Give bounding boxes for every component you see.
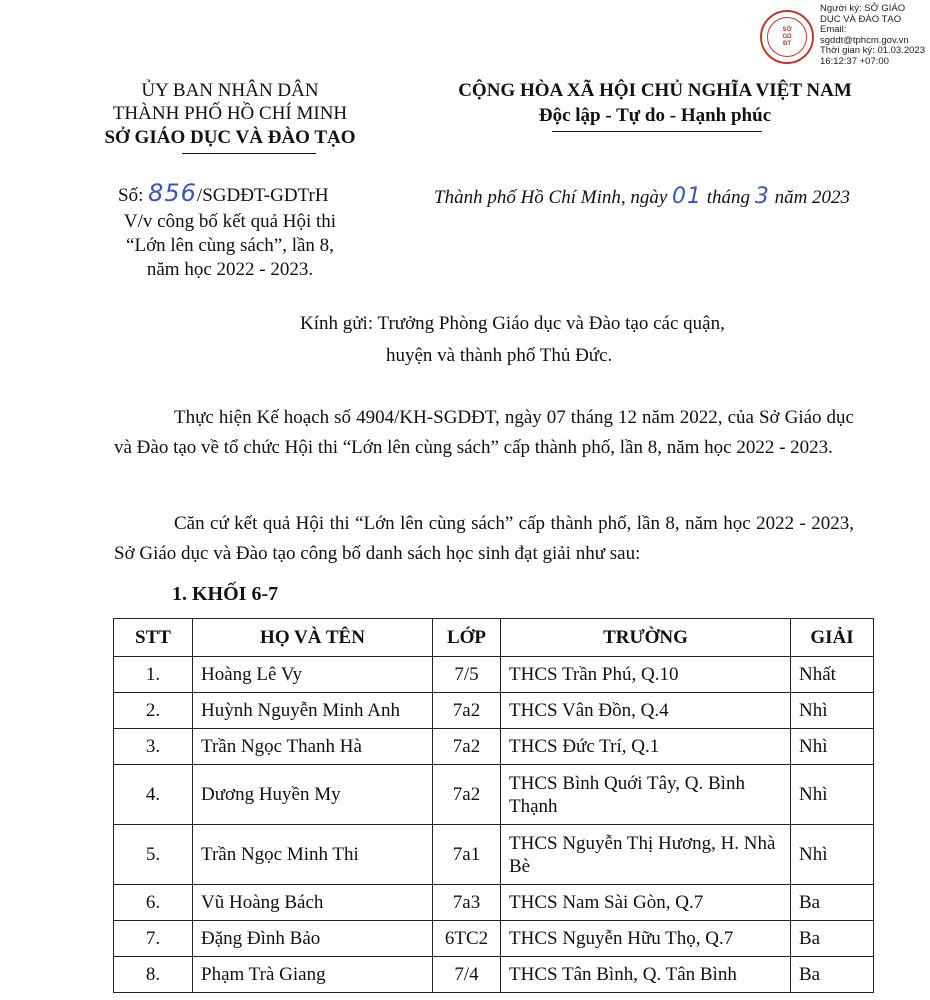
table-row bbox=[114, 957, 874, 993]
table-row bbox=[114, 885, 874, 921]
digital-signature-info bbox=[820, 4, 928, 67]
cell-name: Dương Huyền My bbox=[193, 765, 433, 825]
cell-school: THCS Bình Quới Tây, Q. Bình Thạnh bbox=[501, 765, 791, 825]
cell-class: 7a2 bbox=[433, 693, 501, 729]
issuer-underline bbox=[182, 153, 316, 154]
table-row bbox=[114, 657, 874, 693]
body-paragraph-2: Căn cứ kết quả Hội thi “Lớn lên cùng sách” cấp thành phố, lần 8, năm học 2022 - 2023, Sở Giáo dục và Đào tạo công bố danh sách học sinh đạt giải như sau: bbox=[114, 513, 854, 564]
header-stt: STT bbox=[114, 619, 193, 657]
cell-stt: 7. bbox=[114, 921, 193, 957]
cell-award: Ba bbox=[791, 885, 874, 921]
subject-line-2: “Lớn lên cùng sách”, lần 8, bbox=[126, 235, 334, 256]
sign-time-value: 16:12:37 +07:00 bbox=[820, 55, 889, 67]
cell-award: Ba bbox=[791, 957, 874, 993]
cell-award: Nhất bbox=[791, 657, 874, 693]
issuer-line-2: THÀNH PHỐ HỒ CHÍ MINH bbox=[112, 103, 348, 124]
header-award: GIẢI bbox=[791, 619, 874, 657]
cell-class: 7a1 bbox=[433, 825, 501, 885]
handwritten-month: 3 bbox=[754, 184, 770, 209]
header-name: HỌ VÀ TÊN bbox=[193, 619, 433, 657]
subject-line-1: V/v công bố kết quả Hội thi bbox=[123, 211, 337, 232]
cell-class: 7a2 bbox=[433, 765, 501, 825]
cell-name: Trần Ngọc Minh Thi bbox=[193, 825, 433, 885]
cell-stt: 5. bbox=[114, 825, 193, 885]
cell-stt: 6. bbox=[114, 885, 193, 921]
cell-school: THCS Nguyễn Thị Hương, H. Nhà Bè bbox=[501, 825, 791, 885]
table-header-row bbox=[114, 619, 874, 657]
issuer-department: SỞ GIÁO DỤC VÀ ĐÀO TẠO bbox=[104, 127, 356, 148]
cell-name: Hoàng Lê Vy bbox=[193, 657, 433, 693]
table-row bbox=[114, 825, 874, 885]
national-title: CỘNG HÒA XÃ HỘI CHỦ NGHĨA VIỆT NAM bbox=[458, 80, 852, 101]
cell-class: 7/4 bbox=[433, 957, 501, 993]
signer-org: DỤC VÀ ĐÀO TẠO bbox=[820, 13, 902, 25]
place-prefix: Thành phố Hồ Chí Minh, ngày bbox=[434, 187, 673, 208]
national-motto: Độc lập - Tự do - Hạnh phúc bbox=[538, 105, 772, 126]
cell-class: 7/5 bbox=[433, 657, 501, 693]
cell-stt: 3. bbox=[114, 729, 193, 765]
cell-class: 6TC2 bbox=[433, 921, 501, 957]
section-title: 1. KHỐI 6-7 bbox=[172, 583, 279, 605]
cell-award: Nhì bbox=[791, 693, 874, 729]
cell-award: Ba bbox=[791, 921, 874, 957]
cell-name: Vũ Hoàng Bách bbox=[193, 885, 433, 921]
cell-stt: 1. bbox=[114, 657, 193, 693]
place-and-date bbox=[434, 184, 850, 209]
handwritten-number: 856 bbox=[148, 179, 197, 207]
recipient-line-2: huyện và thành phố Thủ Đức. bbox=[386, 345, 613, 366]
table-row bbox=[114, 693, 874, 729]
table-row bbox=[114, 921, 874, 957]
cell-school: THCS Trần Phú, Q.10 bbox=[501, 657, 791, 693]
cell-class: 7a3 bbox=[433, 885, 501, 921]
body-paragraph-1: Thực hiện Kế hoạch số 4904/KH-SGDĐT, ngày 07 tháng 12 năm 2022, của Sở Giáo dục và Đào tạo về tổ chức Hội thi “Lớn lên cùng sách” cấp thành phố, lần 8, năm học 2022 - 2023. bbox=[114, 407, 854, 458]
table-row bbox=[114, 765, 874, 825]
table-row bbox=[114, 729, 874, 765]
cell-award: Nhì bbox=[791, 825, 874, 885]
document-number-prefix: Số: bbox=[118, 185, 149, 206]
sign-time-label: Thời gian ký: 01.03.2023 bbox=[820, 45, 925, 56]
cell-stt: 2. bbox=[114, 693, 193, 729]
cell-name: Đặng Đình Bảo bbox=[193, 921, 433, 957]
document-number-suffix: /SGDĐT-GDTrH bbox=[196, 185, 329, 206]
signer-label: Người ký: SỞ GIÁO bbox=[820, 3, 906, 14]
recipient-line-1: Kính gửi: Trưởng Phòng Giáo dục và Đào tạo các quận, bbox=[300, 313, 725, 334]
cell-school: THCS Nam Sài Gòn, Q.7 bbox=[501, 885, 791, 921]
email-label: Email: bbox=[820, 24, 847, 35]
cell-class: 7a2 bbox=[433, 729, 501, 765]
cell-name: Phạm Trà Giang bbox=[193, 957, 433, 993]
cell-school: THCS Tân Bình, Q. Tân Bình bbox=[501, 957, 791, 993]
cell-school: THCS Vân Đồn, Q.4 bbox=[501, 693, 791, 729]
cell-name: Huỳnh Nguyễn Minh Anh bbox=[193, 693, 433, 729]
cell-school: THCS Nguyễn Hữu Thọ, Q.7 bbox=[501, 921, 791, 957]
header-school: TRƯỜNG bbox=[501, 619, 791, 657]
subject-line-3: năm học 2022 - 2023. bbox=[146, 259, 314, 280]
cell-stt: 4. bbox=[114, 765, 193, 825]
cell-award: Nhì bbox=[791, 729, 874, 765]
cell-stt: 8. bbox=[114, 957, 193, 993]
signer-email: sgddt@tphcm.gov.vn bbox=[820, 34, 909, 46]
cell-award: Nhì bbox=[791, 765, 874, 825]
results-table bbox=[113, 618, 874, 993]
seal-emblem: SỞ GD ĐT bbox=[767, 17, 807, 57]
year-text: năm 2023 bbox=[769, 187, 851, 208]
motto-underline bbox=[552, 131, 762, 132]
cell-school: THCS Đức Trí, Q.1 bbox=[501, 729, 791, 765]
issuer-line-1: ỦY BAN NHÂN DÂN bbox=[141, 80, 319, 101]
document-number bbox=[118, 180, 329, 209]
handwritten-day: 01 bbox=[672, 184, 703, 209]
cell-name: Trần Ngọc Thanh Hà bbox=[193, 729, 433, 765]
header-class: LỚP bbox=[433, 619, 501, 657]
official-seal bbox=[760, 10, 814, 64]
month-label: tháng bbox=[702, 187, 755, 208]
